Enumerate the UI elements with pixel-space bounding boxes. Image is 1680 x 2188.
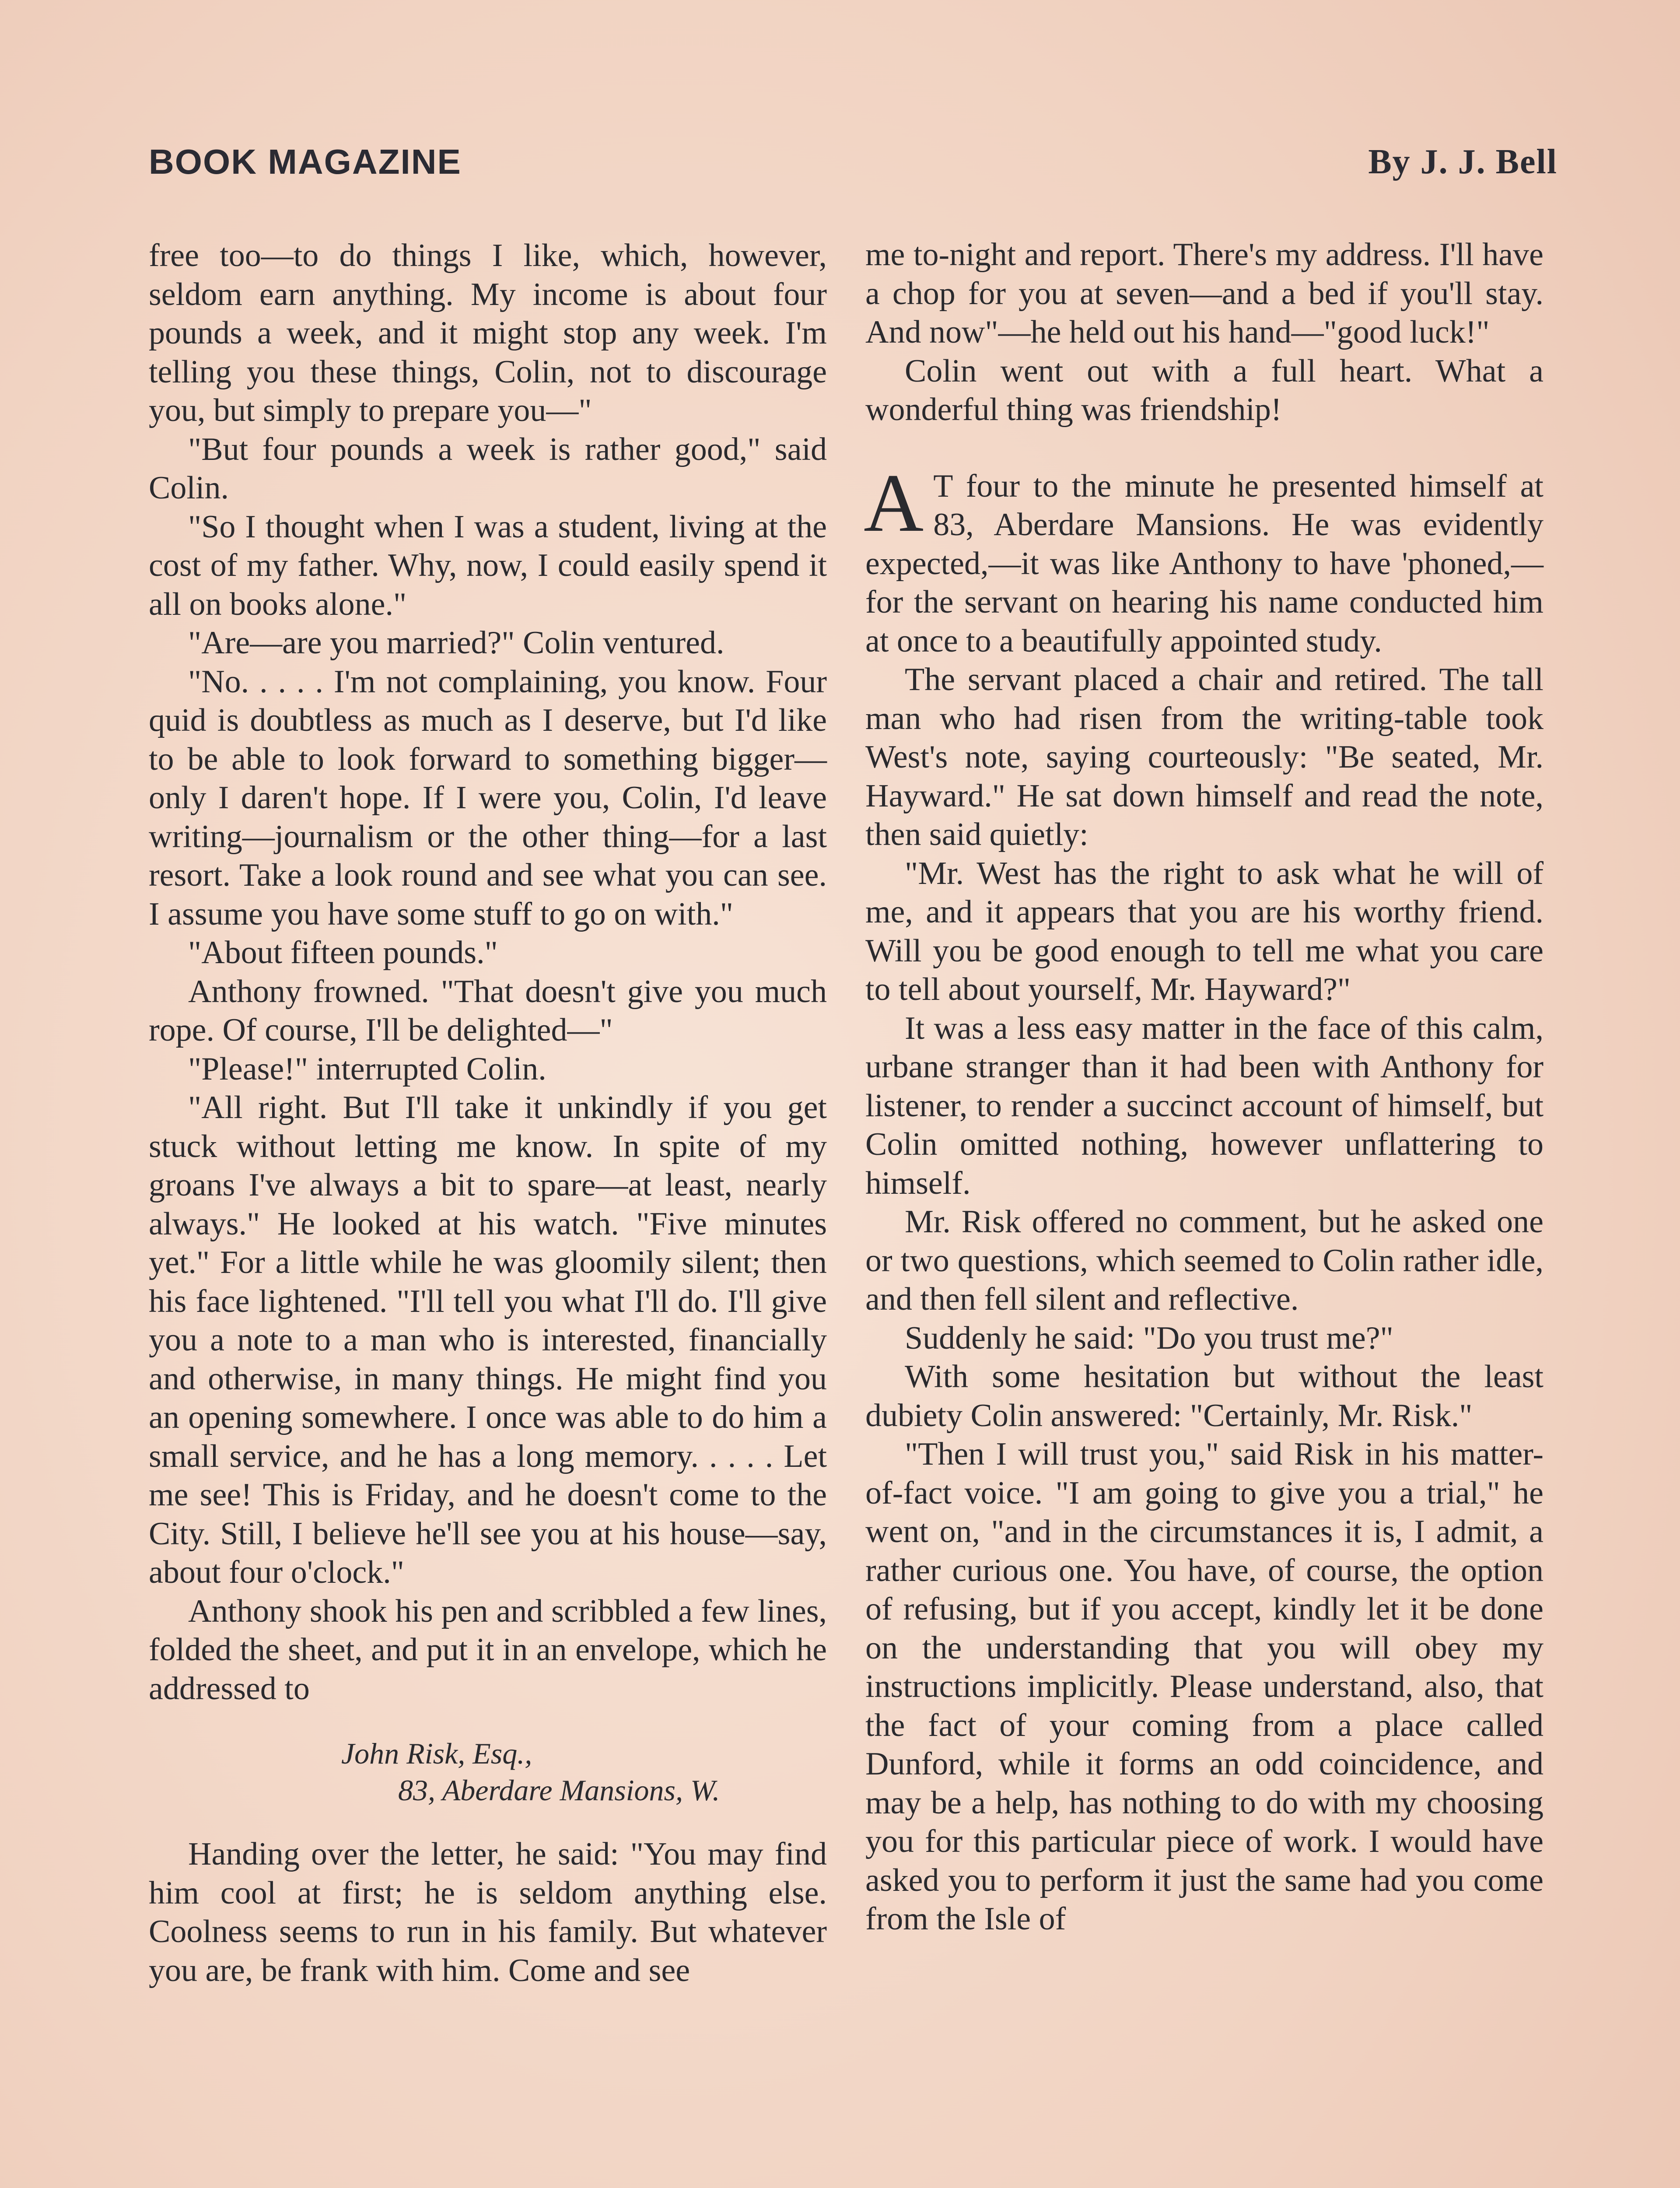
paragraph: "Mr. West has the right to ask what he will of me, and it appears that you are his worthy friend. Will you be good enough to tell me what you care to tell about yourself, Mr. Hayward?" xyxy=(865,855,1544,1007)
paragraph: "All right. But I'll take it unkindly if you get stuck without letting me know. In spite of my groans I've always a bit to spare—at least, nearly always." He looked at his watch. "Five minutes yet." For a little while he was gloomily silent; then his face lightened. "I'll tell you what I'll do. I'll give you a note to a man who is interested, financially and otherwise, in many things. He might find you an opening somewhere. I once was able to do him a small service, and he has a long memory. . . . . Let me see! This is Friday, and he doesn't come to the City. Still, I believe he'll see you at his house—say, about four o'clock." xyxy=(149,1090,827,1590)
paragraph: "Please!" interrupted Colin. xyxy=(188,1051,546,1087)
paragraph: With some hesitation but without the least dubiety Colin answered: "Certainly, Mr. Risk." xyxy=(865,1359,1544,1434)
right-text-column xyxy=(865,235,1544,1939)
paragraph: Mr. Risk offered no comment, but he asked one or two questions, which seemed to Colin rather idle, and then fell silent and reflective. xyxy=(865,1204,1544,1317)
paragraph: Suddenly he said: "Do you trust me?" xyxy=(905,1320,1393,1356)
paragraph: "Are—are you married?" Colin ventured. xyxy=(188,625,724,661)
paragraph: The servant placed a chair and retired. The tall man who had risen from the writing-table took West's note, saying courteously: "Be seated, Mr. Hayward." He sat down himself and read the note, then said quietly: xyxy=(865,662,1544,852)
author-byline: By J. J. Bell xyxy=(1368,143,1558,181)
paragraph: "Then I will trust you," said Risk in his matter-of-fact voice. "I am going to give you a trial," he went on, "and in the circumstances it is, I admit, a rather curious one. You have, of course, the option of refusing, but if you accept, kindly let it be done on the understanding that you will obey my instructions implicitly. Please understand, also, that the fact of your coming from a place called Dunford, while it forms an odd coincidence, and may be a help, has nothing to do with my choosing you for this particular piece of work. I would have asked you to perform it just the same had you come from the Isle of xyxy=(865,1436,1544,1937)
paragraph: Anthony shook his pen and scribbled a few lines, folded the sheet, and put it in an envelope, which he addressed to xyxy=(149,1593,827,1707)
section-opening-text: T four to the minute he presented himself at 83, Aberdare Mansions. He was evidently expected,—it was like Anthony to have 'phoned,—for the servant on hearing his name conducted him at once to a beautifully appointed study. xyxy=(865,468,1544,659)
running-header xyxy=(149,140,1558,184)
left-text-column xyxy=(149,236,827,1990)
paragraph: It was a less easy matter in the face of this calm, urbane stranger than it had been with Anthony for listener, to render a succinct account of himself, but Colin omitted nothing, however unflattering to himself. xyxy=(865,1010,1544,1201)
paragraph: free too—to do things I like, which, however, seldom earn anything. My income is about four pounds a week, and it might stop any week. I'm telling you these things, Colin, not to discourage you, but simply to prepare you—" xyxy=(149,238,827,428)
paragraph: "About fifteen pounds." xyxy=(188,935,498,971)
paragraph: Handing over the letter, he said: "You may find him cool at first; he is seldom anything else. Coolness seems to run in his family. But whatever you are, be frank with him. Come and see xyxy=(149,1836,827,1988)
paragraph: "But four pounds a week is rather good," said Colin. xyxy=(149,431,827,506)
paragraph: "No. . . . . I'm not complaining, you know. Four quid is doubtless as much as I deserve, but I'd like to be able to look forward to something bigger—only I daren't hope. If I were you, Colin, I'd leave writing—journalism or the other thing—for a last resort. Take a look round and see what you can see. I assume you have some stuff to go on with." xyxy=(149,663,827,932)
paragraph: me to-night and report. There's my address. I'll have a chop for you at seven—and a bed if you'll stay. And now"—he held out his hand—"good luck!" xyxy=(865,237,1544,350)
address-name: John Risk, Esq., xyxy=(341,1737,532,1770)
address-street: 83, Aberdare Mansions, W. xyxy=(398,1774,720,1807)
envelope-address xyxy=(149,1735,827,1809)
magazine-title: BOOK MAGAZINE xyxy=(149,142,462,181)
paragraph: "So I thought when I was a student, living at the cost of my father. Why, now, I could easily spend it all on books alone." xyxy=(149,508,827,622)
paragraph: Colin went out with a full heart. What a wonderful thing was friendship! xyxy=(865,353,1544,428)
section-opening-paragraph xyxy=(864,457,1544,661)
drop-cap: A xyxy=(864,457,924,549)
paragraph: Anthony frowned. "That doesn't give you much rope. Of course, I'll be delighted—" xyxy=(149,973,827,1048)
